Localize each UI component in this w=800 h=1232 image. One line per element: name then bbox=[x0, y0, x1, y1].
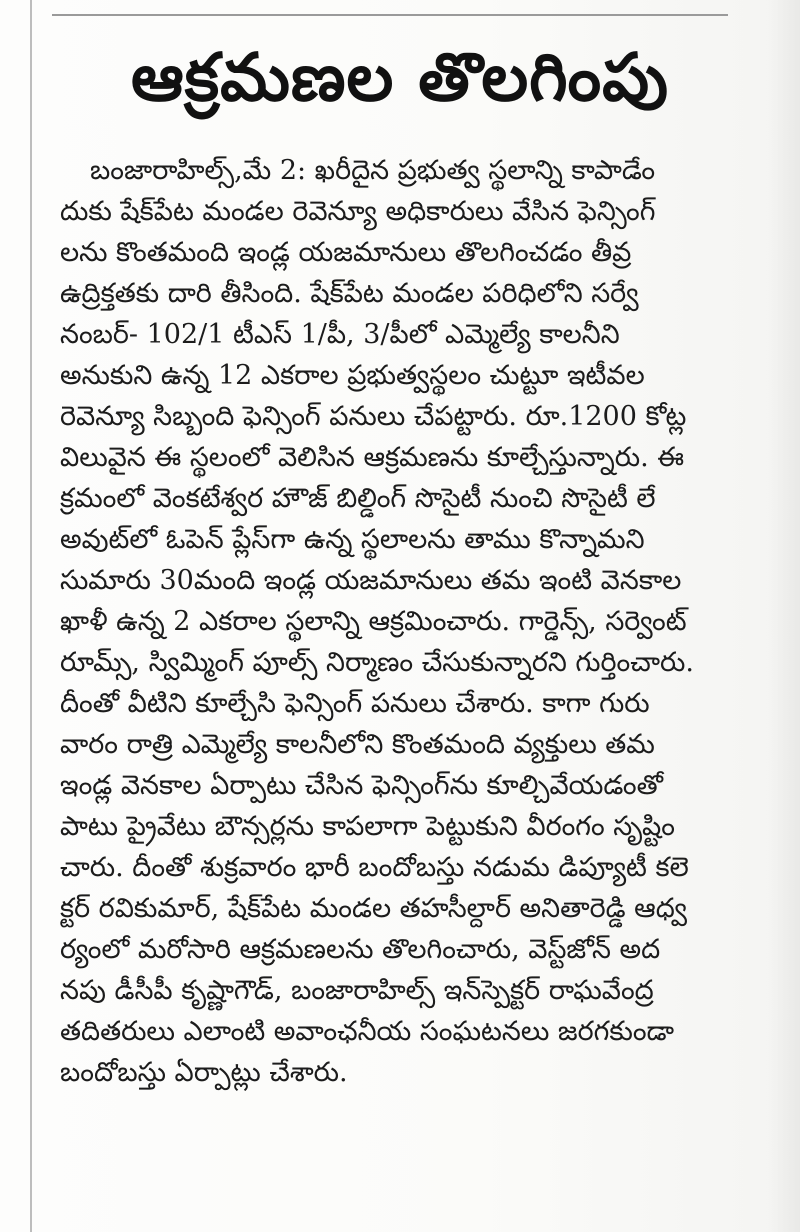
article-line: క్రమంలో వెంకటేశ్వర హౌజ్ బిల్డింగ్ సొసైటీ నుంచి సొసైటీ లే bbox=[60, 483, 656, 514]
article-line: ఇండ్ల వెనకాల ఏర్పాటు చేసిన ఫెన్సింగ్‌ను కూల్చివేయడంతో bbox=[60, 770, 663, 801]
article-headline: ఆక్రమణల తొలగింపు bbox=[131, 39, 669, 116]
article-line: అనుకుని ఉన్న 12 ఎకరాల ప్రభుత్వస్థలం చుట్టూ ఇటీవల bbox=[60, 360, 645, 391]
page-edge-shadow bbox=[768, 0, 800, 1232]
article-line: ర్యంలో మరోసారి ఆక్రమణలను తొలగించారు, వెస్ట్‌జోన్ అద bbox=[60, 934, 661, 965]
article-body bbox=[60, 150, 740, 1093]
column-divider bbox=[30, 0, 32, 1232]
article-line: బందోబస్తు ఏర్పాట్లు చేశారు. bbox=[60, 1057, 348, 1088]
article-line: ఉద్రిక్తతకు దారి తీసింది. షేక్‌పేట మండల పరిధిలోని సర్వే bbox=[60, 278, 639, 309]
article-line: విలువైన ఈ స్థలంలో వెలిసిన ఆక్రమణను కూల్చేస్తున్నారు. ఈ bbox=[60, 442, 685, 473]
article-line: పాటు ప్రైవేటు బౌన్సర్లను కాపలాగా పెట్టుకుని వీరంగం సృష్టిం bbox=[60, 811, 675, 842]
top-divider bbox=[52, 14, 728, 16]
article-line: తదితరులు ఎలాంటి అవాంఛనీయ సంఘటనలు జరగకుండా bbox=[60, 1016, 675, 1047]
article-line: నంబర్- 102/1 టీఎస్ 1/పీ, 3/పీలో ఎమ్మెల్యే కాలనీని bbox=[60, 319, 620, 350]
article-line: అవుట్‌లో ఓపెన్ ప్లేస్‌గా ఉన్న స్థలాలను తాము కొన్నామని bbox=[60, 524, 645, 555]
article-line: బంజారాహిల్స్,మే 2: ఖరీదైన ప్రభుత్వ స్థలాన్ని కాపాడేం bbox=[90, 155, 656, 186]
article-line: దీంతో వీటిని కూల్చేసి ఫెన్సింగ్ పనులు చేశారు. కాగా గురు bbox=[60, 688, 650, 719]
article-line: రెవెన్యూ సిబ్బంది ఫెన్సింగ్ పనులు చేపట్టారు. రూ.1200 కోట్ల bbox=[60, 401, 687, 432]
article-line: లను కొంతమంది ఇండ్ల యజమానులు తొలగించడం తీవ్ర bbox=[60, 237, 632, 268]
article-line: రూమ్స్, స్విమ్మింగ్ పూల్స్ నిర్మాణం చేసుకున్నారని గుర్తించారు. bbox=[60, 647, 694, 678]
article-line: క్టర్ రవికుమార్, షేక్‌పేట మండల తహసీల్దార్ అనితారెడ్డి ఆధ్వ bbox=[60, 893, 687, 924]
article-line: దుకు షేక్‌పేట మండల రెవెన్యూ అధికారులు వేసిన ఫెన్సింగ్ bbox=[60, 196, 656, 227]
article-line: నపు డీసీపీ కృష్ణాగౌడ్, బంజారాహిల్స్ ఇన్‌స్పెక్టర్ రాఘవేంద్ర bbox=[60, 975, 654, 1006]
article-line: వారం రాత్రి ఎమ్మెల్యే కాలనీలోని కొంతమంది వ్యక్తులు తమ bbox=[60, 729, 655, 760]
article-line: చారు. దీంతో శుక్రవారం భారీ బందోబస్తు నడుమ డిప్యూటీ కలె bbox=[60, 852, 689, 883]
article-line: ఖాళీ ఉన్న 2 ఎకరాల స్థలాన్ని ఆక్రమించారు. గార్డెన్స్, సర్వెంట్ bbox=[60, 606, 687, 637]
article-line: సుమారు 30మంది ఇండ్ల యజమానులు తమ ఇంటి వెనకాల bbox=[60, 565, 682, 596]
